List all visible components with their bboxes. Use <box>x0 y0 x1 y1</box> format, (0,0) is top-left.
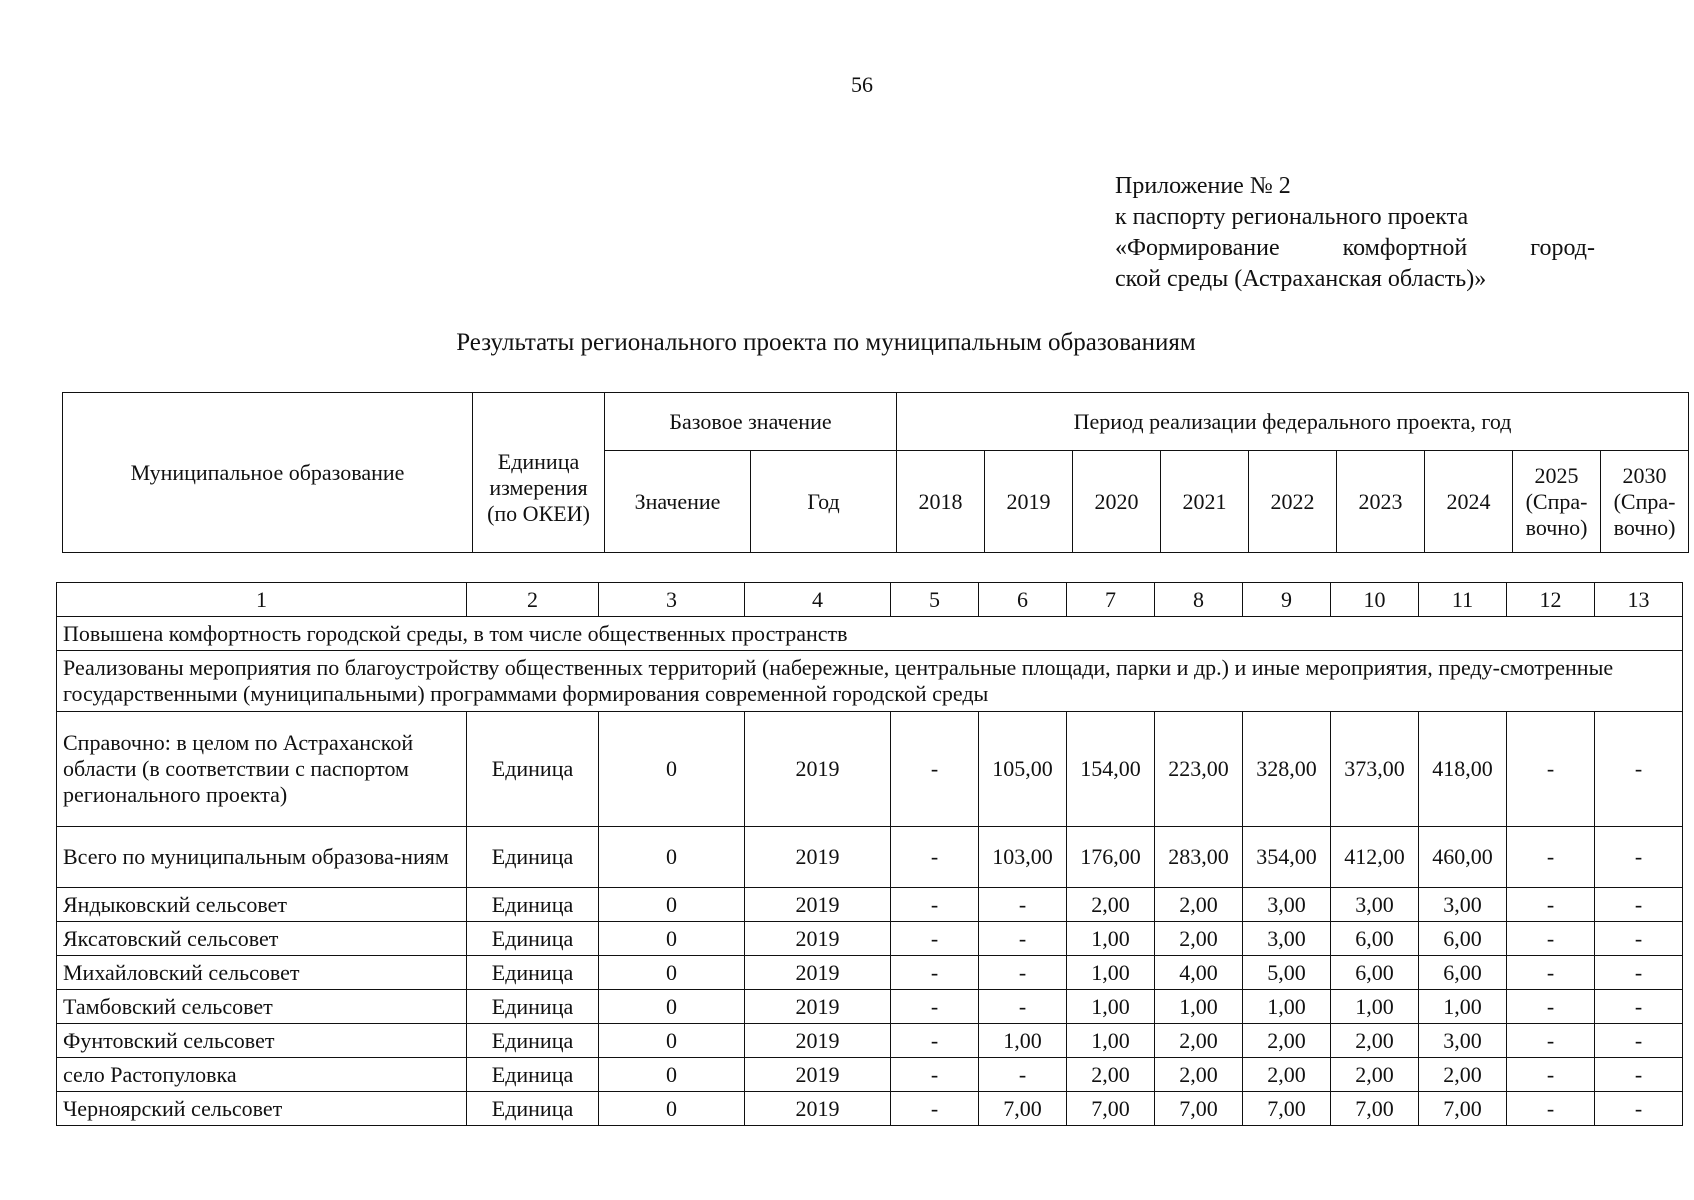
annex-line-1: Приложение № 2 <box>1115 173 1291 199</box>
row-value-cell: 0 <box>599 922 745 956</box>
row-value-cell: 2019 <box>745 712 891 827</box>
column-number: 2 <box>467 583 599 617</box>
table-row <box>57 956 1683 990</box>
column-number: 12 <box>1507 583 1595 617</box>
row-value-cell: Единица <box>467 827 599 888</box>
row-value-cell: - <box>1595 827 1683 888</box>
row-name-cell: Справочно: в целом по Астраханской области (в соответствии с паспортом регионального проекта) <box>57 712 467 827</box>
row-value-cell: 3,00 <box>1243 888 1331 922</box>
row-value-cell: - <box>1595 712 1683 827</box>
data-table <box>56 582 1683 1126</box>
column-number-row <box>57 583 1683 617</box>
annex-line-3-word: «Формирование <box>1115 235 1280 261</box>
row-value-cell: - <box>1595 1092 1683 1126</box>
section-heading: Повышена комфортность городской среды, в том числе общественных пространств <box>57 617 1683 651</box>
row-value-cell: 6,00 <box>1419 922 1507 956</box>
row-value-cell: - <box>979 888 1067 922</box>
row-value-cell: - <box>891 1092 979 1126</box>
section-row <box>57 617 1683 651</box>
row-name-cell: Всего по муниципальным образова-ниям <box>57 827 467 888</box>
row-value-cell: 6,00 <box>1331 956 1419 990</box>
row-name-cell: Черноярский сельсовет <box>57 1092 467 1126</box>
row-value-cell: - <box>891 888 979 922</box>
header-period: Период реализации федерального проекта, год <box>897 393 1689 451</box>
row-value-cell: - <box>979 990 1067 1024</box>
row-value-cell: - <box>1595 888 1683 922</box>
annex-line-3 <box>1115 233 1595 264</box>
row-value-cell: - <box>1507 1092 1595 1126</box>
row-name-cell: Михайловский сельсовет <box>57 956 467 990</box>
row-value-cell: - <box>1507 1024 1595 1058</box>
header-unit: Единица измерения (по ОКЕИ) <box>473 393 605 553</box>
row-value-cell: - <box>1595 1024 1683 1058</box>
row-value-cell: - <box>1507 888 1595 922</box>
row-value-cell: 0 <box>599 1092 745 1126</box>
row-value-cell: 2019 <box>745 1024 891 1058</box>
row-value-cell: - <box>1507 712 1595 827</box>
row-value-cell: - <box>1507 1058 1595 1092</box>
column-number: 8 <box>1155 583 1243 617</box>
table-row <box>57 1024 1683 1058</box>
page-title: Результаты регионального проекта по муниципальным образованиям <box>456 329 1196 356</box>
row-value-cell: - <box>979 1058 1067 1092</box>
row-value-cell: 283,00 <box>1155 827 1243 888</box>
header-value: Значение <box>605 451 751 553</box>
row-value-cell: 1,00 <box>1067 990 1155 1024</box>
row-value-cell: 2,00 <box>1155 888 1243 922</box>
row-value-cell: 3,00 <box>1419 888 1507 922</box>
row-value-cell: - <box>891 712 979 827</box>
header-year-2030: 2030 (Спра-вочно) <box>1601 451 1689 553</box>
row-value-cell: - <box>891 1058 979 1092</box>
row-value-cell: 2,00 <box>1243 1058 1331 1092</box>
table-row <box>57 1058 1683 1092</box>
row-name-cell: Яндыковский сельсовет <box>57 888 467 922</box>
row-value-cell: - <box>891 922 979 956</box>
row-value-cell: - <box>891 827 979 888</box>
row-value-cell: 4,00 <box>1155 956 1243 990</box>
row-value-cell: 2,00 <box>1331 1058 1419 1092</box>
header-year-2019: 2019 <box>985 451 1073 553</box>
annex-line-3-word: город- <box>1530 235 1595 261</box>
row-value-cell: Единица <box>467 1092 599 1126</box>
row-value-cell: 2,00 <box>1155 1024 1243 1058</box>
row-value-cell: 2019 <box>745 888 891 922</box>
annex-line-3-word: комфортной <box>1342 235 1468 261</box>
row-value-cell: - <box>891 990 979 1024</box>
row-value-cell: 105,00 <box>979 712 1067 827</box>
row-value-cell: - <box>1595 922 1683 956</box>
row-value-cell: - <box>891 1024 979 1058</box>
row-value-cell: 7,00 <box>1419 1092 1507 1126</box>
header-year-2025: 2025 (Спра-вочно) <box>1513 451 1601 553</box>
header-year-2021: 2021 <box>1161 451 1249 553</box>
row-value-cell: 5,00 <box>1243 956 1331 990</box>
row-value-cell: - <box>979 956 1067 990</box>
row-value-cell: 0 <box>599 990 745 1024</box>
row-value-cell: 0 <box>599 712 745 827</box>
row-value-cell: 2,00 <box>1243 1024 1331 1058</box>
row-value-cell: - <box>891 956 979 990</box>
annex-line-2: к паспорту регионального проекта <box>1115 204 1469 230</box>
row-value-cell: - <box>979 922 1067 956</box>
table-row <box>57 888 1683 922</box>
row-value-cell: 2,00 <box>1067 888 1155 922</box>
row-value-cell: Единица <box>467 990 599 1024</box>
row-value-cell: 1,00 <box>979 1024 1067 1058</box>
row-value-cell: 3,00 <box>1331 888 1419 922</box>
row-value-cell: Единица <box>467 922 599 956</box>
column-number: 5 <box>891 583 979 617</box>
row-value-cell: 2019 <box>745 827 891 888</box>
row-value-cell: - <box>1595 956 1683 990</box>
row-value-cell: - <box>1595 990 1683 1024</box>
row-value-cell: 176,00 <box>1067 827 1155 888</box>
row-value-cell: 1,00 <box>1331 990 1419 1024</box>
row-value-cell: 2,00 <box>1067 1058 1155 1092</box>
row-value-cell: 2019 <box>745 956 891 990</box>
table-row <box>57 712 1683 827</box>
row-value-cell: 2,00 <box>1155 1058 1243 1092</box>
annex-block <box>1115 171 1595 295</box>
column-number: 4 <box>745 583 891 617</box>
column-number: 10 <box>1331 583 1419 617</box>
row-value-cell: 0 <box>599 956 745 990</box>
row-value-cell: 2,00 <box>1331 1024 1419 1058</box>
row-value-cell: 354,00 <box>1243 827 1331 888</box>
header-base-value: Базовое значение <box>605 393 897 451</box>
row-value-cell: - <box>1595 1058 1683 1092</box>
row-value-cell: 0 <box>599 1058 745 1092</box>
row-value-cell: 7,00 <box>1067 1092 1155 1126</box>
row-value-cell: 3,00 <box>1243 922 1331 956</box>
row-value-cell: 1,00 <box>1067 956 1155 990</box>
row-value-cell: 6,00 <box>1331 922 1419 956</box>
row-value-cell: - <box>1507 956 1595 990</box>
column-number: 11 <box>1419 583 1507 617</box>
row-name-cell: Яксатовский сельсовет <box>57 922 467 956</box>
row-value-cell: 0 <box>599 888 745 922</box>
table-row <box>57 990 1683 1024</box>
row-value-cell: 1,00 <box>1419 990 1507 1024</box>
row-value-cell: 373,00 <box>1331 712 1419 827</box>
row-value-cell: 2,00 <box>1155 922 1243 956</box>
row-value-cell: 0 <box>599 1024 745 1058</box>
row-value-cell: 3,00 <box>1419 1024 1507 1058</box>
row-value-cell: 6,00 <box>1419 956 1507 990</box>
row-value-cell: 460,00 <box>1419 827 1507 888</box>
row-value-cell: Единица <box>467 956 599 990</box>
row-value-cell: 7,00 <box>979 1092 1067 1126</box>
row-value-cell: 103,00 <box>979 827 1067 888</box>
header-year: Год <box>751 451 897 553</box>
column-number: 9 <box>1243 583 1331 617</box>
subsection-heading: Реализованы мероприятия по благоустройству общественных территорий (набережные, центральные площади, парки и др.) и иные мероприятия, преду-смотренные государственными (муниципальными) программами формирования современной городской среды <box>57 651 1683 712</box>
header-year-2024: 2024 <box>1425 451 1513 553</box>
row-value-cell: - <box>1507 990 1595 1024</box>
row-value-cell: 0 <box>599 827 745 888</box>
section-row <box>57 651 1683 712</box>
row-value-cell: 7,00 <box>1155 1092 1243 1126</box>
table-row <box>57 1092 1683 1126</box>
header-year-2023: 2023 <box>1337 451 1425 553</box>
header-municipality: Муниципальное образование <box>63 393 473 553</box>
column-number: 7 <box>1067 583 1155 617</box>
header-year-2018: 2018 <box>897 451 985 553</box>
row-value-cell: 7,00 <box>1243 1092 1331 1126</box>
row-value-cell: Единица <box>467 1024 599 1058</box>
row-value-cell: 2019 <box>745 922 891 956</box>
row-value-cell: 2019 <box>745 990 891 1024</box>
row-value-cell: - <box>1507 827 1595 888</box>
row-value-cell: 412,00 <box>1331 827 1419 888</box>
row-name-cell: Фунтовский сельсовет <box>57 1024 467 1058</box>
annex-line-4: ской среды (Астраханская область)» <box>1115 266 1487 292</box>
row-value-cell: 2019 <box>745 1058 891 1092</box>
table-row <box>57 922 1683 956</box>
row-value-cell: 2,00 <box>1419 1058 1507 1092</box>
column-number: 3 <box>599 583 745 617</box>
column-number: 6 <box>979 583 1067 617</box>
row-value-cell: 1,00 <box>1243 990 1331 1024</box>
header-year-2020: 2020 <box>1073 451 1161 553</box>
row-value-cell: 154,00 <box>1067 712 1155 827</box>
row-value-cell: 1,00 <box>1067 922 1155 956</box>
row-value-cell: 418,00 <box>1419 712 1507 827</box>
column-number: 13 <box>1595 583 1683 617</box>
row-value-cell: 1,00 <box>1067 1024 1155 1058</box>
row-name-cell: село Растопуловка <box>57 1058 467 1092</box>
header-year-2022: 2022 <box>1249 451 1337 553</box>
row-value-cell: 328,00 <box>1243 712 1331 827</box>
row-value-cell: - <box>1507 922 1595 956</box>
row-name-cell: Тамбовский сельсовет <box>57 990 467 1024</box>
row-value-cell: 223,00 <box>1155 712 1243 827</box>
header-table <box>62 392 1689 553</box>
row-value-cell: Единица <box>467 712 599 827</box>
row-value-cell: 7,00 <box>1331 1092 1419 1126</box>
table-row <box>57 827 1683 888</box>
page-number: 56 <box>851 72 873 97</box>
row-value-cell: 1,00 <box>1155 990 1243 1024</box>
row-value-cell: 2019 <box>745 1092 891 1126</box>
row-value-cell: Единица <box>467 888 599 922</box>
column-number: 1 <box>57 583 467 617</box>
row-value-cell: Единица <box>467 1058 599 1092</box>
